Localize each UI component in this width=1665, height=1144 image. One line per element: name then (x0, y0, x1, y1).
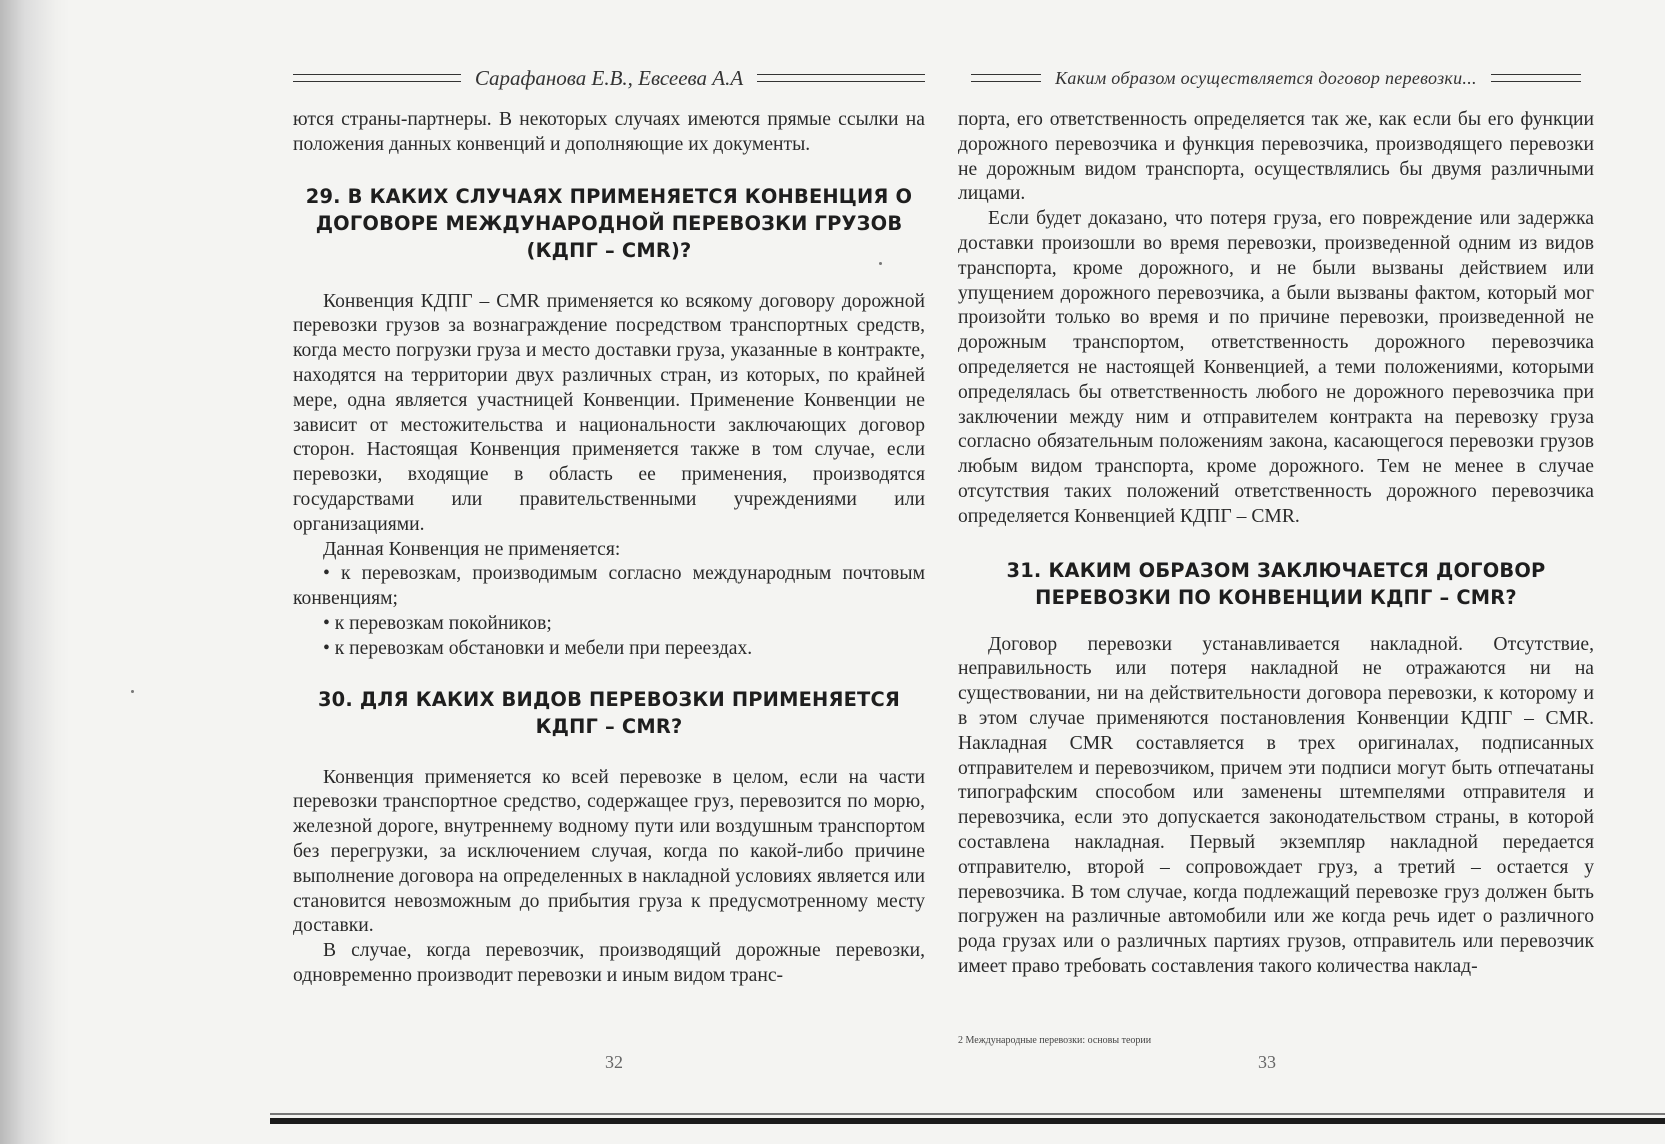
head-rule (971, 74, 1041, 82)
bullet-item: • к перевозкам, производимым согласно международным почтовым конвенциям; (293, 563, 925, 610)
paragraph-29-1: Конвенция КДПГ – CMR применяется ко всякому договору дорожной перевозки грузов за вознаграждение посредством транспортных средств, когда место погрузки груза и место доставки груза, указанные в контракте, находятся на территории двух различных стран, из которых, по крайней мере, одна является участницей Конвенции. Применение Конвенции не зависит от местожительства и национальности заключающих договор сторон. Настоящая Конвенция применяется также в том случае, если перевозки, входящие в область ее применения, производятся государствами или правительственными учреждениями или организациями. (293, 290, 925, 535)
paragraph-30-1: Конвенция применяется ко всей перевозке в целом, если на части перевозки транспортное средство, содержащее груз, перевозится по морю, железной дороге, внутреннему водному пути или воздушным транспортом без перегрузки, за исключением случая, когда по какой-либо причине выполнение договора на определенных в накладной условиях является или становится невозможным до прибытия груза к предусмотренному месту доставки. (293, 766, 925, 937)
heading-30: 30. ДЛЯ КАКИХ ВИДОВ ПЕРЕВОЗКИ ПРИМЕНЯЕТСЯ КДПГ – CMR? (317, 687, 901, 738)
paragraph-30-2: В случае, когда перевозчик, производящий дорожные перевозки, одновременно производит перевозки и иным видом транс- (293, 940, 925, 986)
right-page (958, 60, 1594, 1104)
page-number-right: 33 (1258, 1052, 1276, 1072)
paragraph-continued: порта, его ответственность определяется так же, как если бы его функции дорожного перевозчика и функция перевозчика, производящего перевозки не дорожным видом транспорта, осуществлялись бы двумя различными лицами. (958, 109, 1594, 205)
left-page (293, 60, 925, 1104)
running-head-right (958, 60, 1594, 96)
book-edge-line (270, 1113, 1665, 1115)
bullet-item: • к перевозкам покойников; (323, 612, 552, 634)
heading-29: 29. В КАКИХ СЛУЧАЯХ ПРИМЕНЯЕТСЯ КОНВЕНЦИЯ О ДОГОВОРЕ МЕЖДУНАРОДНОЙ ПЕРЕВОЗКИ ГРУЗОВ (КДПГ – CMR)? (305, 184, 913, 262)
head-rule (757, 74, 925, 82)
paragraph-31-1: Договор перевозки устанавливается накладной. Отсутствие, неправильность или потеря накладной не отражаются ни на существовании, ни на действительности договора перевозки, к которому и в этом случае применяются постановления Конвенции КДПГ – CMR. Накладная CMR составляется в трех оригиналах, подписанных отправителем и перевозчиком, причем эти подписи могут быть отпечатаны типографским способом или заменены штемпелями отправителя и перевозчика, если это допускается законодательством страны, в которой составлена накладная. Первый экземпляр накладной передается отправителю, второй – сопровождает груз, а третий – остается у перевозчика. В том случае, когда подлежащий перевозке груз должен быть погружен на различные автомобили или же когда речь идет о различного рода грузах или о различных партиях грузов, отправитель или перевозчик имеет право требовать составления такого количества наклад- (958, 633, 1594, 977)
paragraph-29-2: Данная Конвенция не применяется: (323, 538, 621, 560)
paragraph-intro: ются страны-партнеры. В некоторых случаях имеются прямые ссылки на положения данных конвенций и дополняющие их документы. (293, 109, 925, 155)
running-head-text: Сарафанова Е.В., Евсеева А.А (474, 65, 744, 90)
scan-speck (131, 690, 134, 693)
right-body (958, 108, 1594, 980)
head-rule (1491, 74, 1581, 82)
running-head-left (293, 60, 925, 96)
scan-shadow (0, 0, 70, 1144)
heading-31: 31. КАКИМ ОБРАЗОМ ЗАКЛЮЧАЕТСЯ ДОГОВОР ПЕРЕВОЗКИ ПО КОНВЕНЦИИ КДПГ – CMR? (1006, 558, 1546, 609)
head-rule (293, 74, 461, 82)
footnote: 2 Международные перевозки: основы теории (958, 1035, 1152, 1046)
left-body (293, 108, 925, 989)
page-number-left: 32 (605, 1052, 623, 1072)
bullet-item: • к перевозкам обстановки и мебели при переездах. (323, 637, 753, 659)
paragraph-liability: Если будет доказано, что потеря груза, его повреждение или задержка доставки произошли во время перевозки, произведенной одним из видов транспорта, кроме дорожного, и не были вызваны действием или упущением дорожного перевозчика, а были вызваны фактом, который мог произойти только во время и по причине перевозки, произведенной не дорожным транспортом, ответственность дорожного перевозчика определяется не настоящей Конвенцией, а теми положениями, которыми определялась бы ответственность любого не дорожного перевозчика при заключении между ним и отправителем контракта на перевозку груза согласно обязательным положениям закона, касающегося перевозки грузов любым видом транспорта, кроме дорожного. Тем не менее в случае отсутствия таких положений ответственность дорожного перевозчика определяется Конвенцией КДПГ – CMR. (958, 208, 1594, 527)
running-head-text: Каким образом осуществляется договор перевозки... (1055, 67, 1477, 88)
book-edge (270, 1118, 1665, 1124)
